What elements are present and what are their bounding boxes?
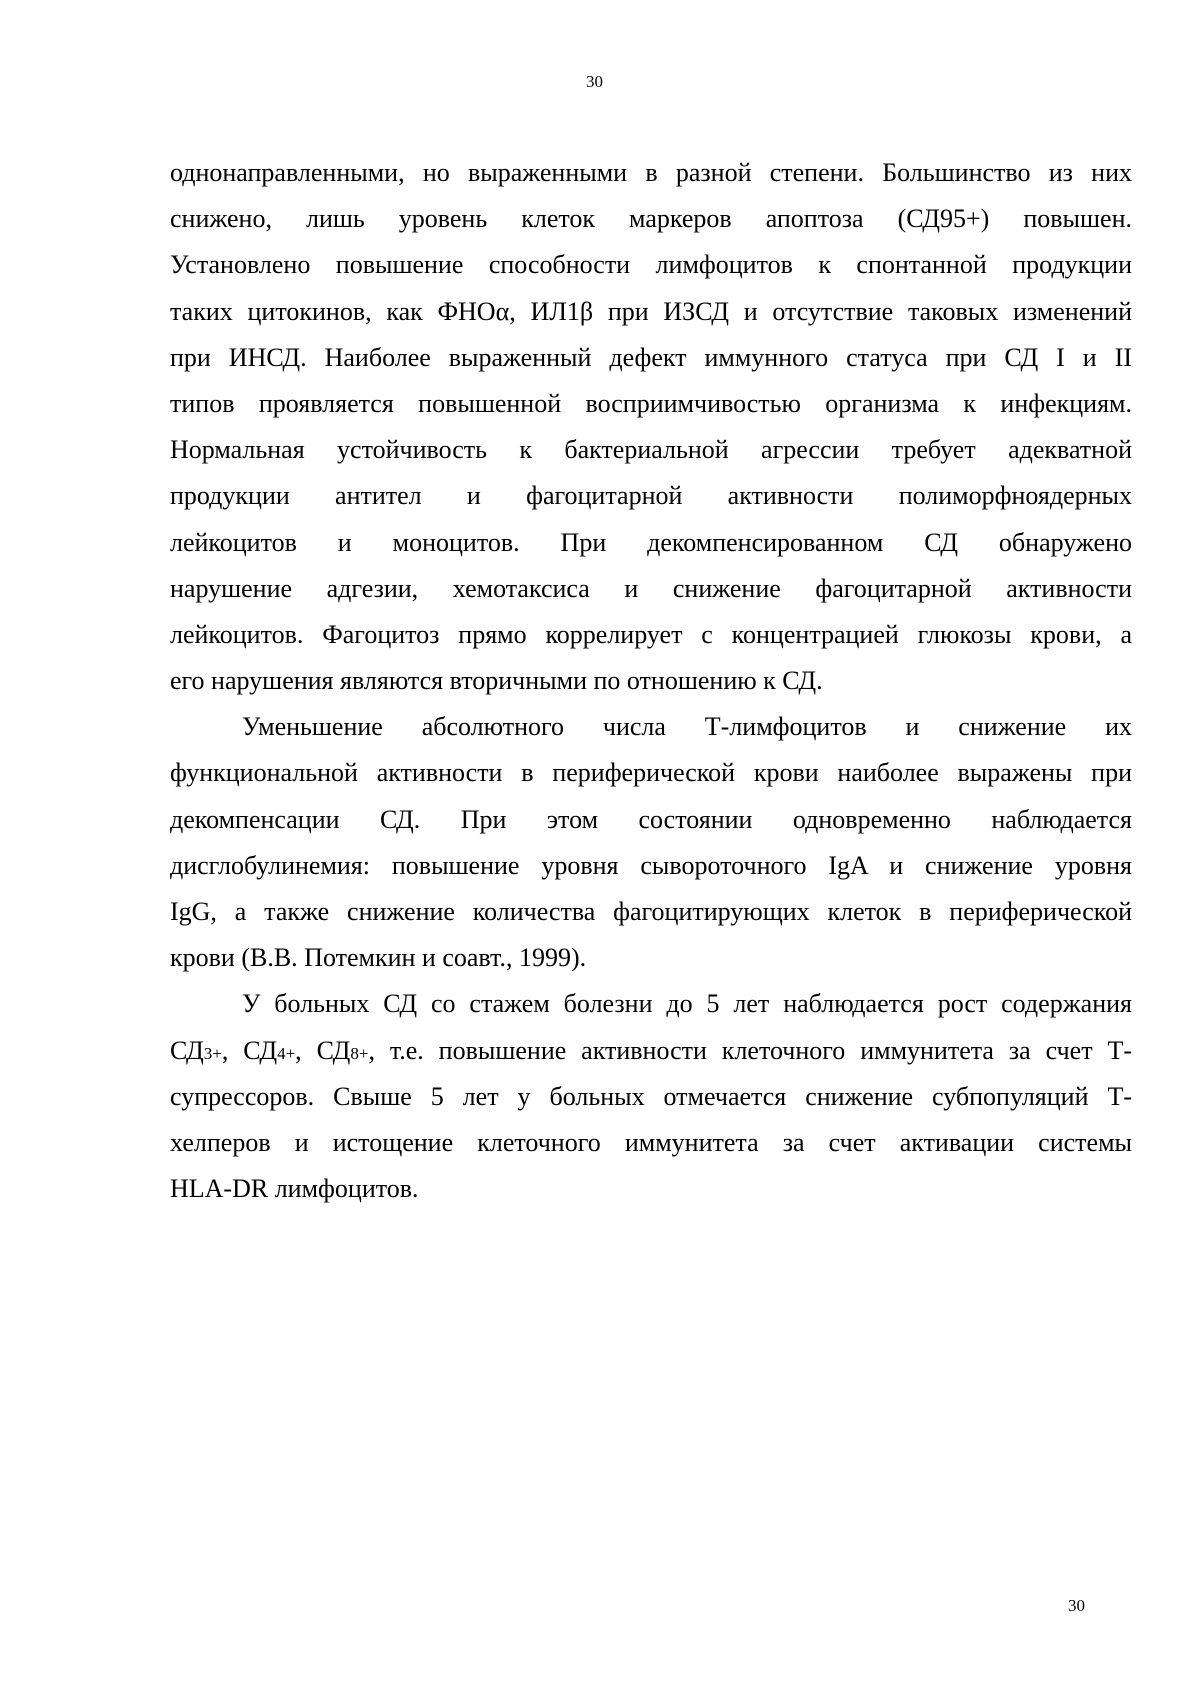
text-line: декомпенсации СД. При этом состоянии одновременно наблюдается — [170, 804, 1132, 834]
text-line: продукции антител и фагоцитарной активности полиморфноядерных — [170, 481, 1132, 511]
text-line: крови (В.В. Потемкин и соавт., 1999). — [170, 943, 587, 973]
text-line: хелперов и истощение клеточного иммунитета за счет активации системы — [170, 1127, 1132, 1157]
text-line: супрессоров. Свыше 5 лет у больных отмечается снижение субпопуляций Т- — [170, 1081, 1132, 1111]
text-line: снижено, лишь уровень клеток маркеров апоптоза (СД95+) повышен. — [170, 204, 1132, 234]
text-line: HLA-DR лимфоцитов. — [170, 1174, 419, 1204]
page-number-top: 30 — [586, 72, 603, 91]
text-fragment-small: 4+ — [277, 1043, 296, 1063]
text-line: таких цитокинов, как ФНОα, ИЛ1β при ИЗСД и отсутствие таковых изменений — [170, 296, 1132, 326]
text-line: дисглобулинемия: повышение уровня сывороточного IgA и снижение уровня — [170, 850, 1132, 880]
text-line — [170, 1028, 1132, 1074]
text-line: типов проявляется повышенной восприимчивостью организма к инфекциям. — [170, 388, 1132, 418]
text-fragment: СД — [170, 1035, 204, 1065]
text-fragment-small: 8+ — [350, 1043, 369, 1063]
page-number-bottom: 30 — [1068, 1596, 1085, 1615]
text-line: IgG, а также снижение количества фагоцитирующих клеток в периферической — [170, 897, 1132, 926]
text-line: У больных СД со стажем болезни до 5 лет наблюдается рост содержания — [242, 989, 1132, 1019]
text-line: Нормальная устойчивость к бактериальной агрессии требует адекватной — [170, 435, 1132, 465]
text-line: однонаправленными, но выраженными в разной степени. Большинство из них — [170, 158, 1132, 187]
text-line: Уменьшение абсолютного числа Т-лимфоцитов и снижение их — [242, 712, 1132, 742]
text-fragment: , СД — [221, 1035, 278, 1065]
text-line: Установлено повышение способности лимфоцитов к спонтанной продукции — [170, 250, 1132, 280]
text-line: нарушение адгезии, хемотаксиса и снижение фагоцитарной активности — [170, 573, 1132, 603]
text-line: при ИНСД. Наиболее выраженный дефект иммунного статуса при СД I и II — [170, 342, 1132, 372]
text-fragment-small: 3+ — [203, 1043, 222, 1063]
text-line: его нарушения являются вторичными по отношению к СД. — [170, 666, 823, 696]
text-line: лейкоцитов. Фагоцитоз прямо коррелирует с концентрацией глюкозы крови, а — [170, 619, 1132, 649]
text-line: лейкоцитов и моноцитов. При декомпенсированном СД обнаружено — [170, 527, 1132, 557]
text-line: функциональной активности в периферической крови наиболее выражены при — [170, 758, 1132, 788]
text-fragment: , СД — [295, 1035, 351, 1065]
text-fragment: , т.е. повышение активности клеточного иммунитета за счет Т- — [368, 1035, 1132, 1065]
body-text — [170, 150, 1132, 1212]
